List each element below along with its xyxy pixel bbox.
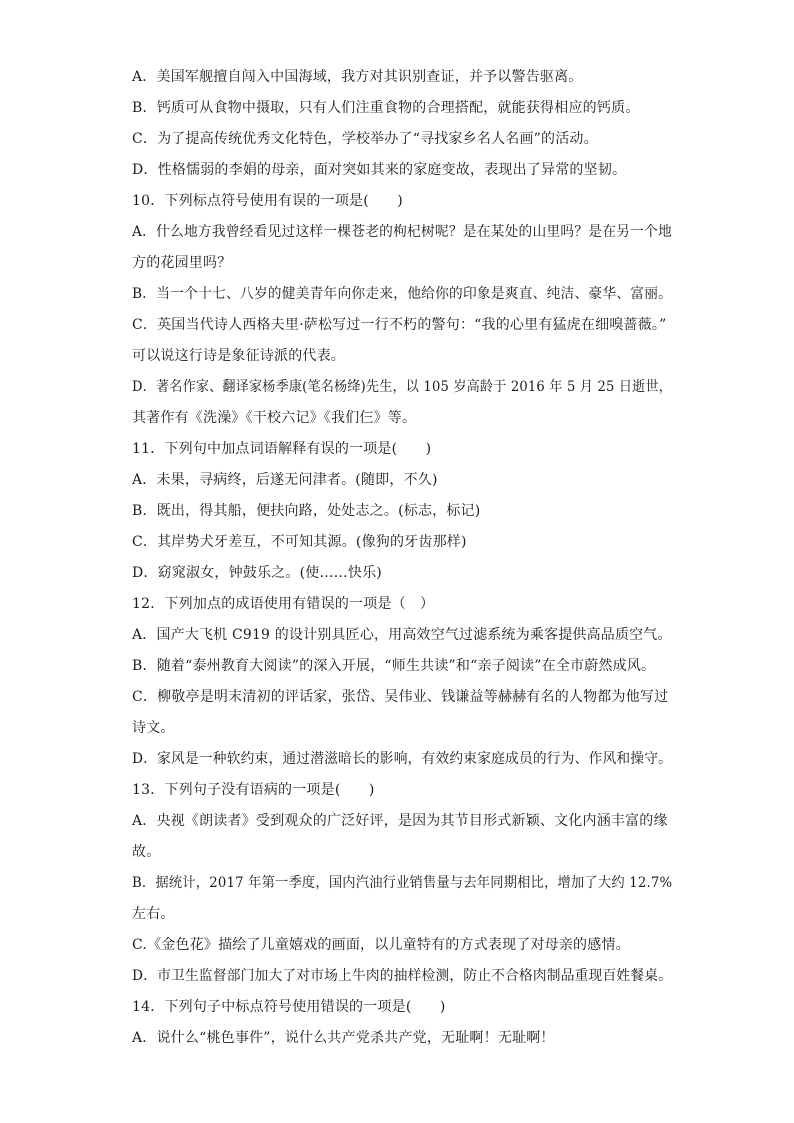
text-line: 诗文。: [132, 720, 175, 736]
text-line: C．柳敬亭是明末清初的评话家，张岱、吴伟业、钱谦益等赫赫有名的人物都为他写过: [132, 689, 669, 705]
text-line: A．未果，寻病终，后遂无问津者。(随即，不久): [132, 472, 438, 488]
question-heading: 13．下列句子没有语病的一项是( ): [132, 782, 375, 798]
text-line: B．既出，得其船，便扶向路，处处志之。(标志，标记): [132, 503, 481, 519]
text-line: A．央视《朗读者》受到观众的广泛好评，是因为其节目形式新颖、文化内涵丰富的缘: [132, 813, 668, 829]
text-line: 方的花园里吗？: [132, 255, 232, 271]
text-line: B．钙质可从食物中摄取，只有人们注重食物的合理搭配，就能获得相应的钙质。: [132, 100, 640, 116]
text-line: C．其岸势犬牙差互，不可知其源。(像狗的牙齿那样): [132, 534, 467, 550]
text-line: D．著名作家、翻译家杨季康(笔名杨绛)先生，以 105 岁高龄于 2016 年 5 月 25 日逝世，: [132, 379, 673, 395]
text-line: C.《金色花》描绘了儿童嬉戏的画面，以儿童特有的方式表现了对母亲的感情。: [132, 937, 630, 953]
document-page: [132, 62, 672, 1054]
text-line: D．家风是一种软约束，通过潜滋暗长的影响，有效约束家庭成员的行为、作风和操守。: [132, 751, 673, 767]
text-line: A．说什么“桃色事件”，说什么共产党杀共产党，无耻啊！无耻啊！: [132, 1030, 555, 1046]
text-line: C．英国当代诗人西格夫里·萨松写过一行不朽的警句：“我的心里有猛虎在细嗅蔷薇。”: [132, 317, 667, 333]
text-line: B．据统计，2017 年第一季度，国内汽油行业销售量与去年同期相比，增加了大约 12.7%: [132, 875, 673, 891]
text-line: B．当一个十七、八岁的健美青年向你走来，他给你的印象是爽直、纯洁、豪华、富丽。: [132, 286, 673, 302]
text-line: A．国产大飞机 C919 的设计别具匠心，用高效空气过滤系统为乘客提供高品质空气。: [132, 627, 672, 643]
text-line: D．市卫生监督部门加大了对市场上牛肉的抽样检测，防止不合格肉制品重现百姓餐桌。: [132, 968, 673, 984]
text-line: A．什么地方我曾经看见过这样一棵苍老的枸杞树呢？是在某处的山里吗？是在另一个地: [132, 224, 672, 240]
text-line: 左右。: [132, 906, 175, 922]
text-line: B．随着“泰州教育大阅读”的深入开展，“师生共读”和“亲子阅读”在全市蔚然成风。: [132, 658, 656, 674]
text-line: 可以说这行诗是象征诗派的代表。: [132, 348, 345, 364]
text-line: 其著作有《洗澡》《干校六记》《我们仨》等。: [132, 410, 417, 426]
text-line: C．为了提高传统优秀文化特色，学校举办了“寻找家乡名人名画”的活动。: [132, 131, 598, 147]
question-heading: 12．下列加点的成语使用有错误的一项是（ ）: [132, 596, 435, 612]
text-line: A．美国军舰擅自闯入中国海域，我方对其识别查证，并予以警告驱离。: [132, 69, 583, 85]
question-heading: 11．下列句中加点词语解释有误的一项是( ): [132, 441, 432, 457]
question-heading: 10．下列标点符号使用有误的一项是( ): [132, 193, 403, 209]
question-heading: 14．下列句子中标点符号使用错误的一项是( ): [132, 999, 446, 1015]
text-line: 故。: [132, 844, 161, 860]
text-line: D．窈窕淑女，钟鼓乐之。(使……快乐): [132, 565, 382, 581]
text-line: D．性格懦弱的李娟的母亲，面对突如其来的家庭变故，表现出了异常的坚韧。: [132, 162, 627, 178]
